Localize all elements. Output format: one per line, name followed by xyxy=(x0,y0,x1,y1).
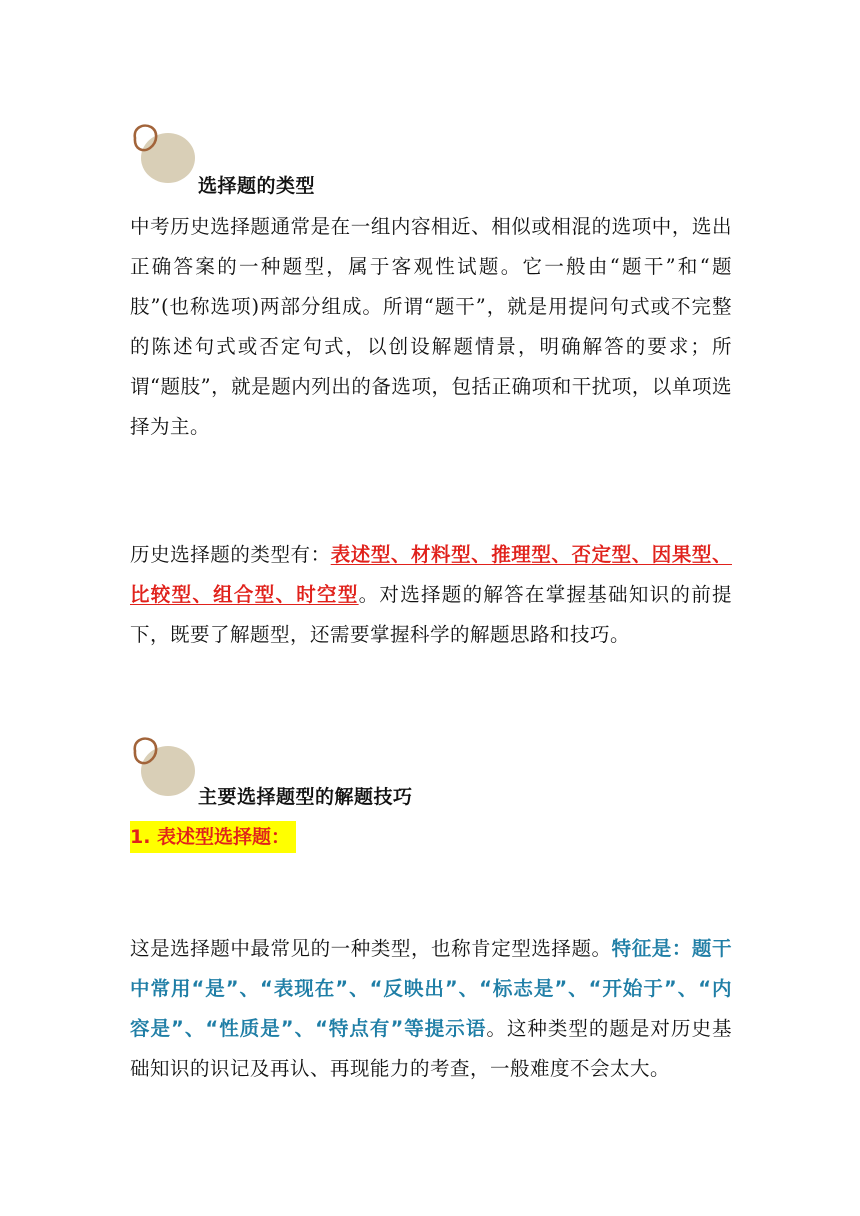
section-heading-question-types: 选择题的类型 xyxy=(198,175,316,197)
statement-prefix: 这是选择题中最常见的一种类型，也称肯定型选择题。 xyxy=(130,937,612,960)
statement-features: 特征是：题干中常用“是”、“表现在”、“反映出”、“标志是”、“开始于”、“内容是”、“性质是”、“特点有”等提示语 xyxy=(130,937,732,1040)
types-list: 表述型、材料型、推理型、否定型、因果型、比较型、组合型、时空型 xyxy=(130,543,732,606)
paragraph-statement-type xyxy=(130,929,732,1089)
types-suffix: 。对选择题的解答在掌握基础知识的前提下，既要了解题型，还需要掌握科学的解题思路和技巧。 xyxy=(130,583,732,646)
subheading-statement-type: 1. 表述型选择题： xyxy=(130,821,296,853)
statement-suffix: 。这种类型的题是对历史基础知识的识记及再认、再现能力的考查，一般难度不会太大。 xyxy=(130,1017,732,1080)
types-prefix: 历史选择题的类型有： xyxy=(130,543,331,566)
section-heading-solving-techniques: 主要选择题型的解题技巧 xyxy=(198,786,413,808)
decorative-blob-icon xyxy=(130,735,196,797)
decorative-blob-icon xyxy=(130,122,196,184)
paragraph-types xyxy=(130,535,732,655)
paragraph-intro: 中考历史选择题通常是在一组内容相近、相似或相混的选项中，选出正确答案的一种题型，属于客观性试题。它一般由“题干”和“题肢”(也称选项)两部分组成。所谓“题干”，就是用提问句式或不完整的陈述句式或否定句式，以创设解题情景，明确解答的要求；所谓“题肢”，就是题内列出的备选项，包括正确项和干扰项，以单项选择为主。 xyxy=(130,215,732,438)
